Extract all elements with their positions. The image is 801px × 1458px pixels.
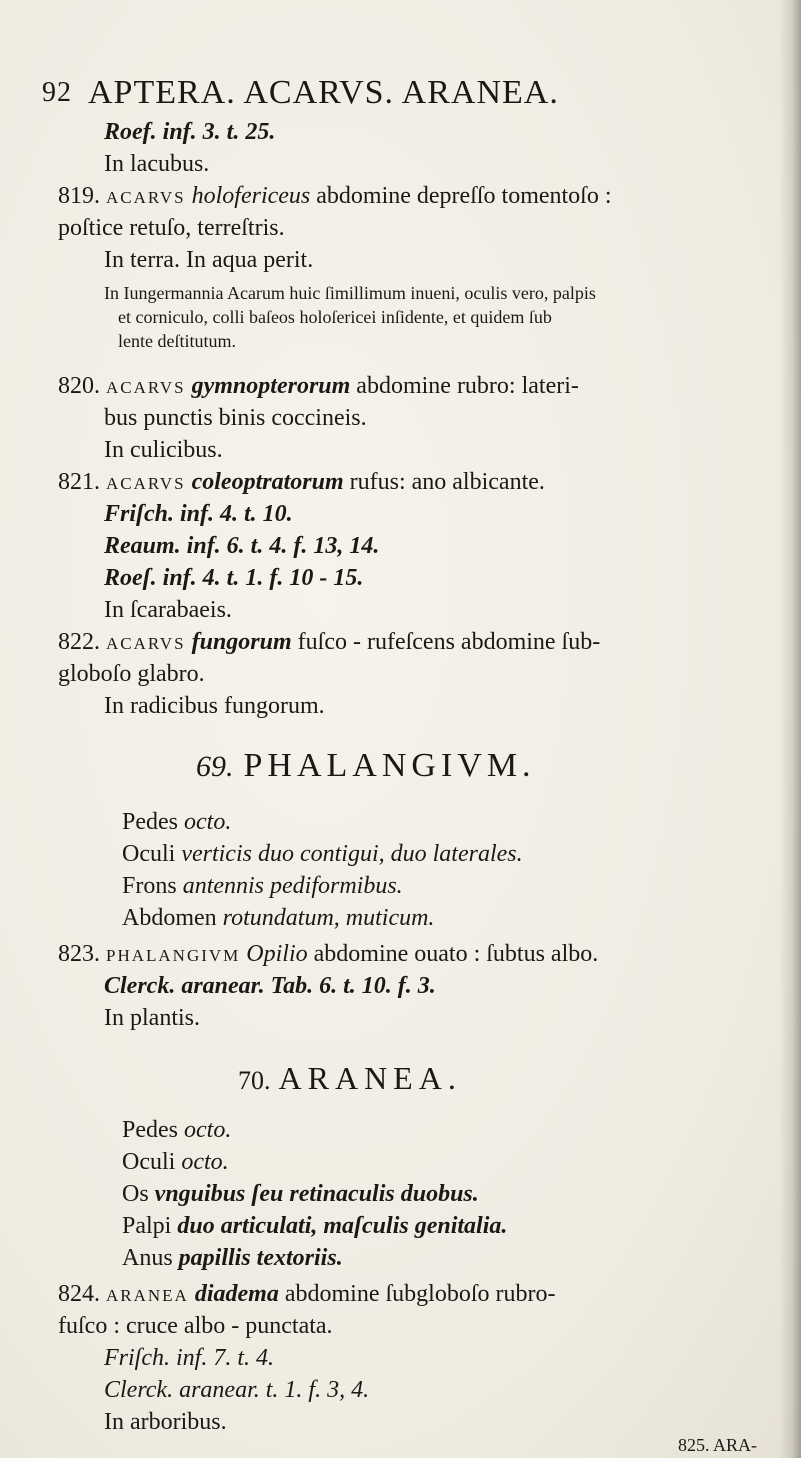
- character-line: Oculi verticis duo contigui, duo laterales.: [122, 841, 523, 867]
- genus-heading-aranea: 70. ARANEA.: [238, 1060, 462, 1096]
- page-edge-shadow: [779, 0, 801, 1458]
- note-line: In Iungermannia Acarum huic ſimillimum inueni, oculis vero, palpis: [104, 283, 596, 303]
- species-820: 820. ACARVS gymnopterorum abdomine rubro: lateri-: [58, 373, 579, 399]
- species-823: 823. PHALANGIVM Opilio abdomine ouato : ſubtus albo.: [58, 941, 599, 967]
- character-line: Anus papillis textoriis.: [122, 1245, 343, 1271]
- note-line: et corniculo, colli baſeos holoſericei inſidente, et quidem ſub: [118, 307, 552, 327]
- reference-line: Roeſ. inf. 4. t. 1. f. 10 - 15.: [104, 565, 364, 591]
- page-number: 92: [42, 77, 72, 108]
- habitat-line: In lacubus.: [104, 151, 210, 177]
- habitat-line: In ſcarabaeis.: [104, 597, 232, 623]
- species-821: 821. ACARVS coleoptratorum rufus: ano albicante.: [58, 469, 545, 495]
- species-822: 822. ACARVS fungorum fuſco - rufeſcens abdomine ſub-: [58, 629, 601, 655]
- genus-heading-phalangium: 69. PHALANGIVM.: [196, 747, 536, 784]
- species-824: 824. ARANEA diadema abdomine ſubgloboſo rubro-: [58, 1281, 556, 1307]
- habitat-line: In plantis.: [104, 1005, 200, 1031]
- reference-line: Friſch. inf. 7. t. 4.: [104, 1345, 274, 1371]
- note-line: lente deſtitutum.: [118, 331, 236, 351]
- habitat-line: In culicibus.: [104, 437, 223, 463]
- reference-line: Clerck. aranear. Tab. 6. t. 10. f. 3.: [104, 973, 436, 999]
- habitat-line: In arboribus.: [104, 1409, 227, 1435]
- character-line: Pedes octo.: [122, 1117, 232, 1143]
- description-line: globoſo glabro.: [58, 661, 205, 687]
- reference-line: Reaum. inf. 6. t. 4. f. 13, 14.: [104, 533, 380, 559]
- catchword: 825. ARA-: [678, 1435, 758, 1455]
- character-line: Pedes octo.: [122, 809, 232, 835]
- reference-line: Roef. inf. 3. t. 25.: [104, 119, 276, 145]
- reference-line: Clerck. aranear. t. 1. f. 3, 4.: [104, 1377, 370, 1403]
- character-line: Abdomen rotundatum, muticum.: [122, 905, 435, 931]
- description-line: fuſco : cruce albo - punctata.: [58, 1313, 333, 1339]
- reference-line: Friſch. inf. 4. t. 10.: [104, 501, 293, 527]
- page-title: APTERA. ACARVS. ARANEA.: [88, 74, 559, 111]
- description-line: poſtice retuſo, terreſtris.: [58, 215, 285, 241]
- character-line: Oculi octo.: [122, 1149, 229, 1175]
- character-line: Palpi duo articulati, maſculis genitalia.: [122, 1213, 508, 1239]
- species-819: 819. ACARVS holofericeus abdomine depreſſo tomentoſo :: [58, 183, 612, 209]
- character-line: Frons antennis pediformibus.: [122, 873, 403, 899]
- character-line: Os vnguibus ſeu retinaculis duobus.: [122, 1181, 479, 1207]
- habitat-line: In radicibus fungorum.: [104, 693, 325, 719]
- habitat-line: In terra. In aqua perit.: [104, 247, 314, 273]
- running-head: [42, 74, 559, 112]
- description-line: bus punctis binis coccineis.: [104, 405, 367, 431]
